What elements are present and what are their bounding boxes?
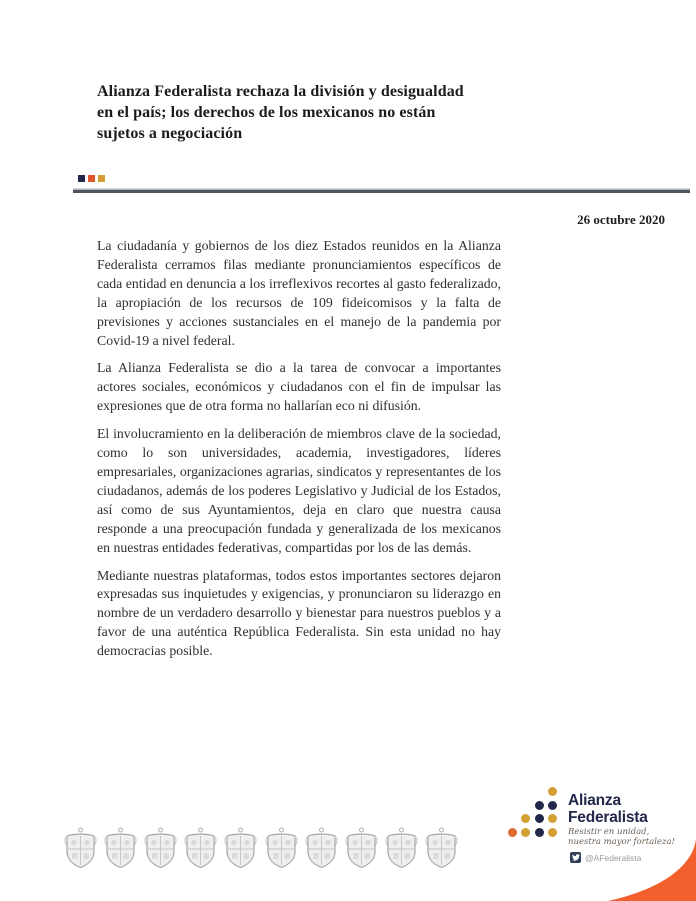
logo-word-2: Federalista [568, 808, 648, 826]
state-coat-of-arms-icon [265, 827, 298, 869]
navy-square-icon [78, 175, 85, 182]
state-seals-row [64, 826, 458, 870]
corner-triangle-decoration [608, 839, 696, 901]
navy-dot-icon [535, 801, 544, 810]
paragraph-4: Mediante nuestras plataformas, todos estos importantes sectores dejaron expresadas sus inquietudes y exigencias, y pronunciaron su liderazgo en nombre de un verdadero desarrollo y bienestar para nuestros pueblos y a favor de una auténtica República Federalista. Sin esta unidad no hay democracias posible. [97, 567, 501, 659]
gold-dot-icon [548, 814, 557, 823]
page-title [97, 81, 527, 144]
accent-squares [78, 175, 105, 182]
orange-dot-icon [508, 828, 517, 837]
twitter-bird-icon [570, 852, 581, 863]
tagline-line-1: Resistir en unidad, [568, 827, 650, 837]
state-coat-of-arms-icon [184, 827, 217, 869]
twitter-handle[interactable]: @AFederalista [585, 852, 642, 863]
paragraph-1: La ciudadanía y gobiernos de los diez Estados reunidos en la Alianza Federalista cerramos filas mediante pronunciamientos específicos de cada entidad en denuncia a los irreflexivos recortes al gasto federalizado, la apropiación de los recursos de 109 fideicomisos y la falta de previsiones y acciones sustanciales en el manejo de la pandemia por Covid-19 a nivel federal. [97, 238, 501, 348]
state-coat-of-arms-icon [305, 827, 338, 869]
gold-dot-icon [521, 814, 530, 823]
state-coat-of-arms-icon [104, 827, 137, 869]
gold-square-icon [98, 175, 105, 182]
red-square-icon [88, 175, 95, 182]
state-coat-of-arms-icon [345, 827, 378, 869]
paragraph-2: La Alianza Federalista se dio a la tarea de convocar a importantes actores sociales, económicos y ciudadanos con el fin de impulsar las expresiones que de otra forma no hallarían eco ni difusión. [97, 360, 501, 414]
state-coat-of-arms-icon [425, 827, 458, 869]
paragraph-3: El involucramiento en la deliberación de miembros clave de la sociedad, como lo son universidades, academia, investigadores, líderes empresariales, organizaciones agrarias, sindicatos y representantes de los ciudadanos, además de los poderes Legislativo y Judicial de los Estados, así como de sus Ayuntamientos, deja en claro que nuestra causa responde a una preocupación fundada y generalizada de los mexicanos en nuestras entidades federativas, compartidas por los de las demás. [97, 426, 501, 555]
gold-dot-icon [521, 828, 530, 837]
navy-dot-icon [548, 801, 557, 810]
gold-dot-icon [548, 828, 557, 837]
page-title-line-1: Alianza Federalista rechaza la división y desigualdad [97, 83, 464, 100]
navy-dot-icon [535, 814, 544, 823]
logo-word-1: Alianza [568, 792, 621, 809]
state-coat-of-arms-icon [224, 827, 257, 869]
page-title-line-2: en el país; los derechos de los mexicanos no están [97, 104, 436, 121]
gold-dot-icon [548, 787, 557, 796]
alianza-dots-logo-icon [507, 787, 557, 841]
page-title-line-3: sujetos a negociación [97, 125, 243, 142]
navy-dot-icon [535, 828, 544, 837]
tagline-line-2: nuestra mayor fortaleza! [568, 836, 675, 847]
alianza-logo-wordmark [568, 793, 648, 826]
horizontal-rule [73, 190, 690, 193]
document-body [97, 237, 501, 670]
document-date: 26 octubre 2020 [577, 212, 665, 227]
state-coat-of-arms-icon [144, 827, 177, 869]
state-coat-of-arms-icon [64, 827, 97, 869]
state-coat-of-arms-icon [385, 827, 418, 869]
